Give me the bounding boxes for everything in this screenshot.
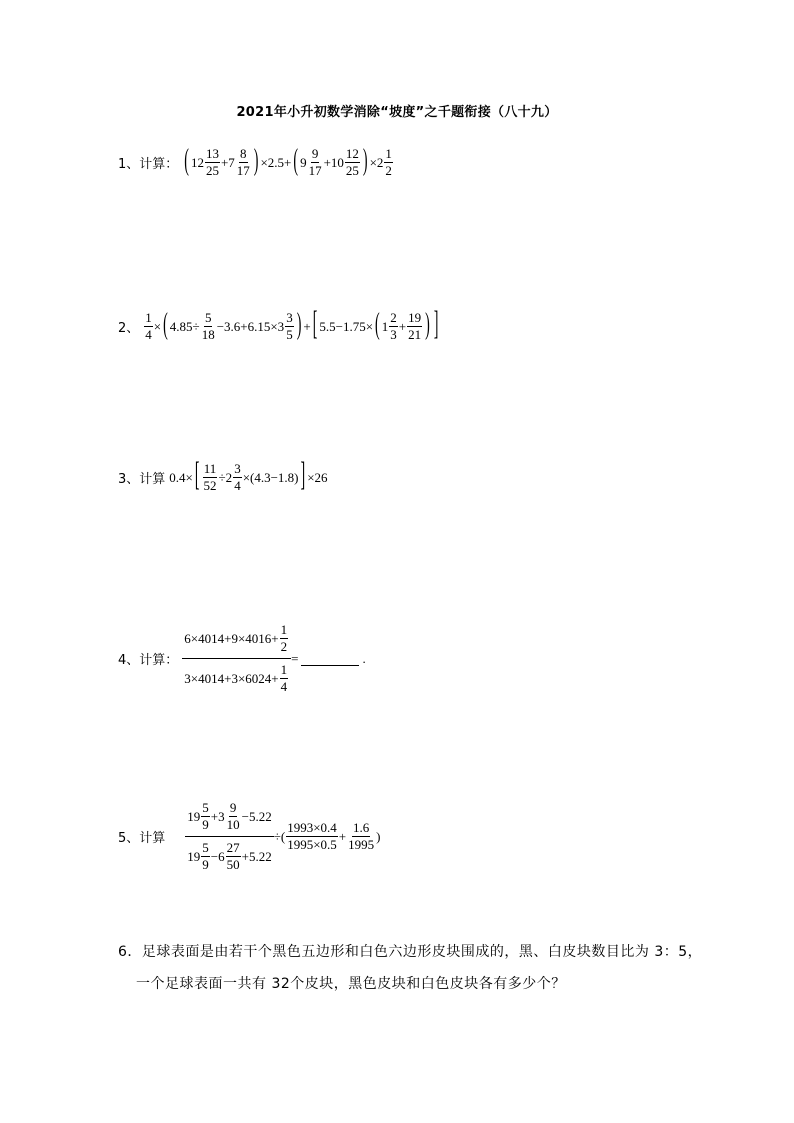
operator: + <box>220 154 229 170</box>
problem-4-label: 4、计算： <box>118 653 179 668</box>
fraction: $\frac{19}{21}$ <box>408 310 422 342</box>
paren-close: ) <box>425 308 430 342</box>
expression: ×(4.3−1.8) <box>242 469 299 485</box>
page-title: 2021年小升初数学消除“坡度”之千题衔接（八十九） <box>236 105 558 120</box>
fraction: $\frac{1.6}{1995}$ <box>348 820 375 852</box>
operator: ÷( <box>273 828 286 844</box>
bracket-close: ] <box>300 458 306 495</box>
operator: × <box>153 318 162 334</box>
equals-sign: = <box>291 650 299 666</box>
fraction: $\frac{1}{2}$ <box>385 146 392 178</box>
problem-6-line-2: 一个足球表面一共有 32个皮块，黑色皮块和白色皮块各有多少个？ <box>136 976 566 992</box>
fraction: $\frac{2}{3}$ <box>390 310 397 342</box>
number: 12 <box>190 154 204 170</box>
problem-3-label: 3、计算 <box>118 472 166 487</box>
paren-close: ) <box>376 828 381 844</box>
bracket-close: ] <box>433 307 439 344</box>
period: . <box>362 650 366 666</box>
number: +5.22 <box>241 848 272 864</box>
expression: 0.4× <box>169 469 193 485</box>
number: 19 <box>187 848 201 864</box>
number: 19 <box>187 808 201 824</box>
paren-close: ) <box>362 144 368 178</box>
operator: + <box>398 318 407 334</box>
fraction: $\frac{5}{9}$ <box>202 800 209 832</box>
fraction: $\frac{1}{4}$ <box>280 662 288 694</box>
numerator-expression: 6×4014+9×4016+ <box>184 630 279 646</box>
compound-fraction <box>185 800 273 873</box>
number: 9 <box>300 154 307 170</box>
fraction: $\frac{1}{2}$ <box>280 622 288 654</box>
problem-2 <box>118 307 440 344</box>
fraction: $\frac{8}{17}$ <box>236 146 250 178</box>
fraction: $\frac{9}{17}$ <box>308 146 322 178</box>
operator: ×2.5+ <box>260 154 292 170</box>
number: −5.22 <box>241 808 272 824</box>
paren-open: ( <box>375 308 380 342</box>
fraction: $\frac{3}{5}$ <box>286 310 293 342</box>
problem-6-line-1: 6．足球表面是由若干个黑色五边形和白色六边形皮块围成的，黑、白皮块数目比为 3：5， <box>118 944 703 960</box>
operator: + <box>303 318 311 334</box>
problem-3 <box>118 458 328 495</box>
expression: 5.5−1.75× <box>319 318 374 334</box>
paren-open: ( <box>163 308 168 342</box>
fraction: $\frac{3}{4}$ <box>234 461 241 493</box>
number: 1 <box>381 318 389 334</box>
bracket-open: [ <box>312 307 318 344</box>
number: −6 <box>210 848 225 864</box>
operator: ×2 <box>369 154 384 170</box>
fraction: $\frac{11}{52}$ <box>203 461 217 493</box>
operator: + <box>323 154 331 170</box>
compound-fraction <box>182 622 291 695</box>
problem-1-label: 1、计算： <box>118 157 179 172</box>
fraction: $\frac{12}{25}$ <box>345 146 359 178</box>
problem-1 <box>118 146 394 179</box>
number: 10 <box>330 154 344 170</box>
expression: ÷2 <box>218 469 233 485</box>
operator: + <box>338 828 347 844</box>
answer-blank[interactable] <box>301 651 359 666</box>
problem-5-label: 5、计算 <box>118 831 166 846</box>
problem-2-label: 2、 <box>118 321 140 336</box>
paren-close: ) <box>296 308 302 342</box>
problem-4 <box>118 622 366 695</box>
fraction: $\frac{1}{4}$ <box>145 310 152 342</box>
expression: −3.6+6.15×3 <box>216 318 285 334</box>
fraction: $\frac{9}{10}$ <box>226 800 240 832</box>
number: +3 <box>210 808 225 824</box>
expression: 4.85÷ <box>169 318 200 334</box>
problem-5 <box>118 800 380 873</box>
fraction: $\frac{1993\times 0.4}{1995\times 0.5}$ <box>287 820 337 852</box>
paren-open: ( <box>293 144 299 178</box>
fraction: $\frac{5}{18}$ <box>201 310 215 342</box>
number: 7 <box>228 154 235 170</box>
expression: ×26 <box>307 469 328 485</box>
fraction: $\frac{27}{50}$ <box>226 840 240 872</box>
denominator-expression: 3×4014+3×6024+ <box>184 670 279 686</box>
paren-open: ( <box>184 144 189 178</box>
fraction: $\frac{13}{25}$ <box>205 146 219 178</box>
paren-close: ) <box>253 144 259 178</box>
bracket-open: [ <box>194 458 200 495</box>
fraction: $\frac{5}{9}$ <box>202 840 209 872</box>
